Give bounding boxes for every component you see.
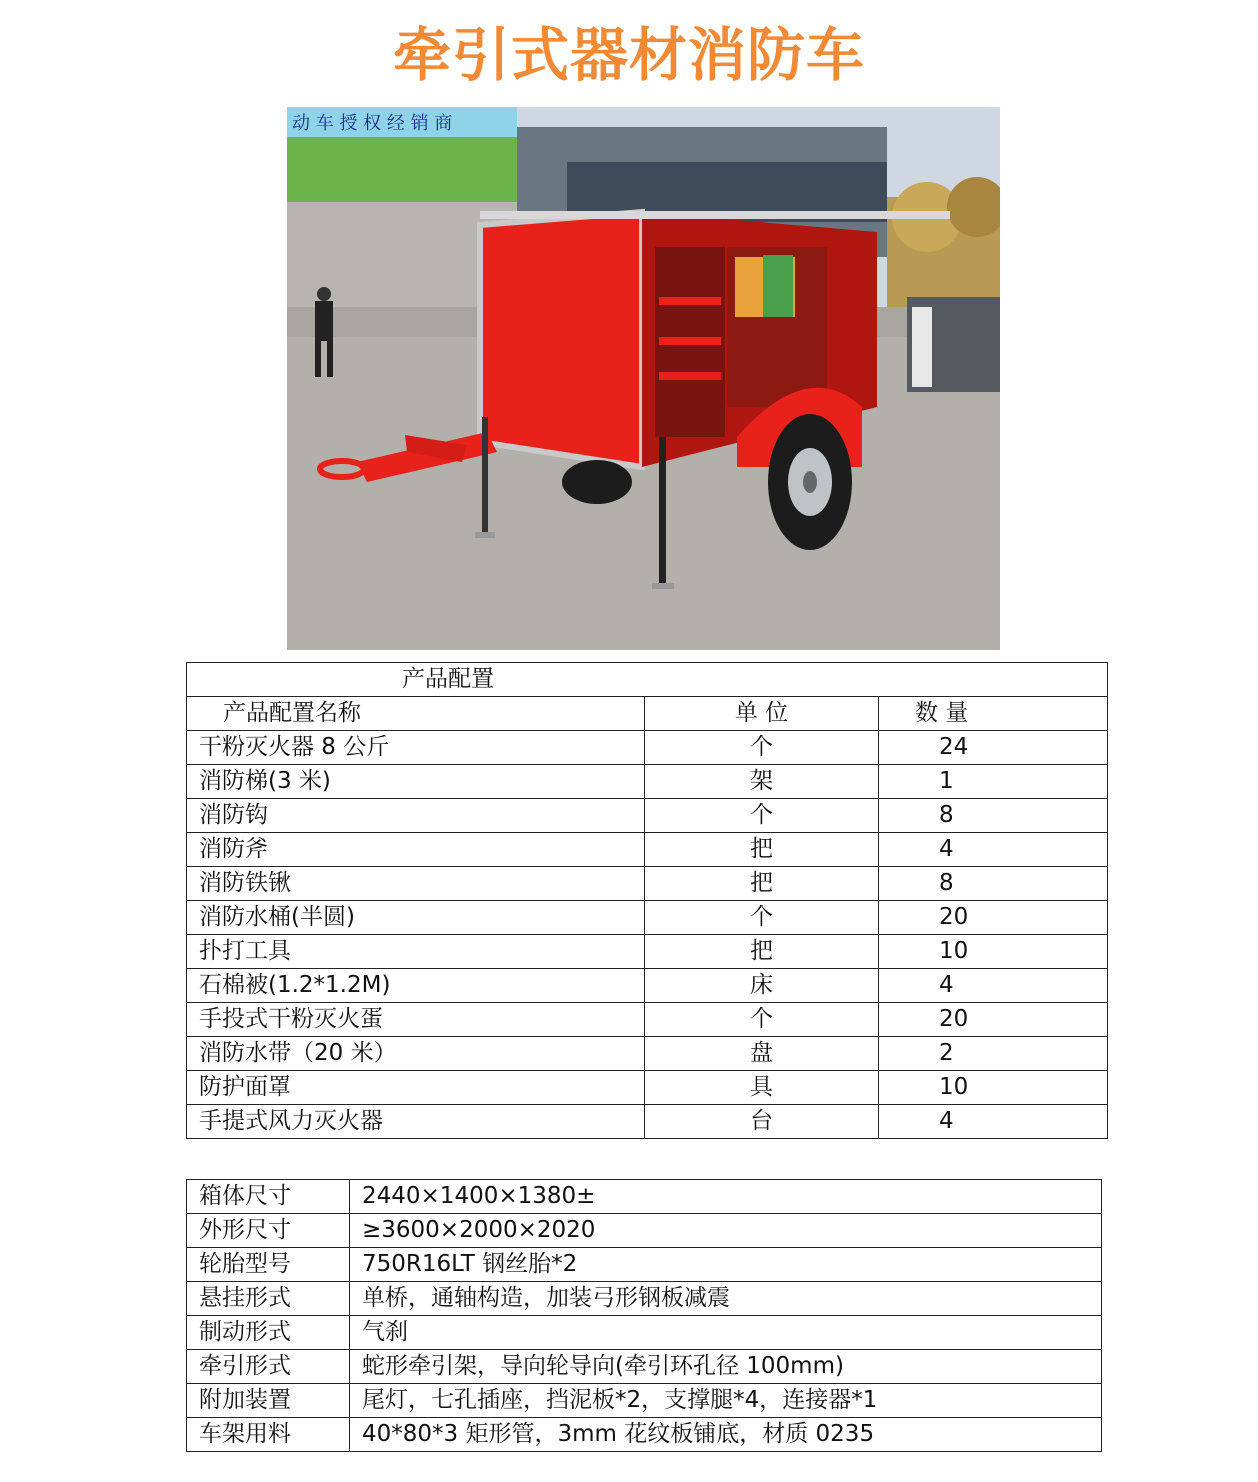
table-row (187, 1350, 1102, 1384)
header-qty: 数 量 (879, 697, 1108, 731)
item-name: 消防铁锹 (187, 867, 645, 901)
page-title: 牵引式器材消防车 (392, 21, 865, 89)
spec-label: 外形尺寸 (187, 1214, 350, 1248)
item-qty: 2 (879, 1037, 1108, 1071)
spec-label: 牵引形式 (187, 1350, 350, 1384)
table-row (187, 1105, 1108, 1139)
spec-table (186, 1179, 1102, 1452)
table-row (187, 1282, 1102, 1316)
table-row (187, 1248, 1102, 1282)
table-row (187, 1037, 1108, 1071)
item-name: 干粉灭火器 8 公斤 (187, 731, 645, 765)
item-unit: 个 (645, 901, 879, 935)
spec-label: 轮胎型号 (187, 1248, 350, 1282)
item-name: 手投式干粉灭火蛋 (187, 1003, 645, 1037)
config-caption: 产品配置 (187, 663, 1108, 697)
item-name: 消防斧 (187, 833, 645, 867)
item-unit: 具 (645, 1071, 879, 1105)
header-unit: 单 位 (645, 697, 879, 731)
item-name: 防护面罩 (187, 1071, 645, 1105)
item-unit: 把 (645, 935, 879, 969)
item-unit: 把 (645, 867, 879, 901)
table-row (187, 1418, 1102, 1452)
item-qty: 10 (879, 935, 1108, 969)
item-qty: 24 (879, 731, 1108, 765)
trailer-illustration (287, 107, 1000, 650)
item-name: 消防水桶(半圆) (187, 901, 645, 935)
item-name: 消防水带（20 米） (187, 1037, 645, 1071)
item-qty: 20 (879, 1003, 1108, 1037)
config-caption-row (187, 663, 1108, 697)
item-qty: 8 (879, 799, 1108, 833)
table-row (187, 1384, 1102, 1418)
item-qty: 4 (879, 833, 1108, 867)
item-unit: 个 (645, 1003, 879, 1037)
table-row (187, 867, 1108, 901)
item-qty: 8 (879, 867, 1108, 901)
product-config-table (186, 662, 1108, 1139)
spec-value: ≥3600×2000×2020 (350, 1214, 1102, 1248)
table-row (187, 1214, 1102, 1248)
spec-value: 单桥，通轴构造，加装弓形钢板减震 (350, 1282, 1102, 1316)
item-unit: 把 (645, 833, 879, 867)
spec-value: 尾灯，七孔插座，挡泥板*2，支撑腿*4，连接器*1 (350, 1384, 1102, 1418)
item-name: 手提式风力灭火器 (187, 1105, 645, 1139)
config-header-row (187, 697, 1108, 731)
spec-label: 制动形式 (187, 1316, 350, 1350)
table-row (187, 901, 1108, 935)
item-qty: 4 (879, 969, 1108, 1003)
spec-label: 悬挂形式 (187, 1282, 350, 1316)
product-photo (287, 107, 1000, 650)
item-qty: 10 (879, 1071, 1108, 1105)
item-unit: 台 (645, 1105, 879, 1139)
item-unit: 个 (645, 731, 879, 765)
table-row (187, 1180, 1102, 1214)
header-name: 产品配置名称 (187, 697, 645, 731)
spec-label: 箱体尺寸 (187, 1180, 350, 1214)
item-qty: 4 (879, 1105, 1108, 1139)
item-unit: 盘 (645, 1037, 879, 1071)
spec-value: 2440×1400×1380± (350, 1180, 1102, 1214)
item-name: 消防钩 (187, 799, 645, 833)
spec-label: 附加装置 (187, 1384, 350, 1418)
spec-value: 蛇形牵引架，导向轮导向(牵引环孔径 100mm) (350, 1350, 1102, 1384)
spec-label: 车架用料 (187, 1418, 350, 1452)
table-row (187, 935, 1108, 969)
table-row (187, 799, 1108, 833)
table-row (187, 731, 1108, 765)
table-row (187, 1003, 1108, 1037)
table-row (187, 1071, 1108, 1105)
table-row (187, 969, 1108, 1003)
item-unit: 床 (645, 969, 879, 1003)
spec-value: 750R16LT 钢丝胎*2 (350, 1248, 1102, 1282)
item-name: 消防梯(3 米) (187, 765, 645, 799)
item-unit: 个 (645, 799, 879, 833)
table-row (187, 833, 1108, 867)
table-row (187, 765, 1108, 799)
table-row (187, 1316, 1102, 1350)
banner-text: 动 车 授 权 经 销 商 (292, 113, 453, 134)
item-name: 石棉被(1.2*1.2M) (187, 969, 645, 1003)
item-name: 扑打工具 (187, 935, 645, 969)
item-qty: 1 (879, 765, 1108, 799)
spec-value: 40*80*3 矩形管，3mm 花纹板铺底，材质 0235 (350, 1418, 1102, 1452)
item-qty: 20 (879, 901, 1108, 935)
item-unit: 架 (645, 765, 879, 799)
spec-value: 气刹 (350, 1316, 1102, 1350)
